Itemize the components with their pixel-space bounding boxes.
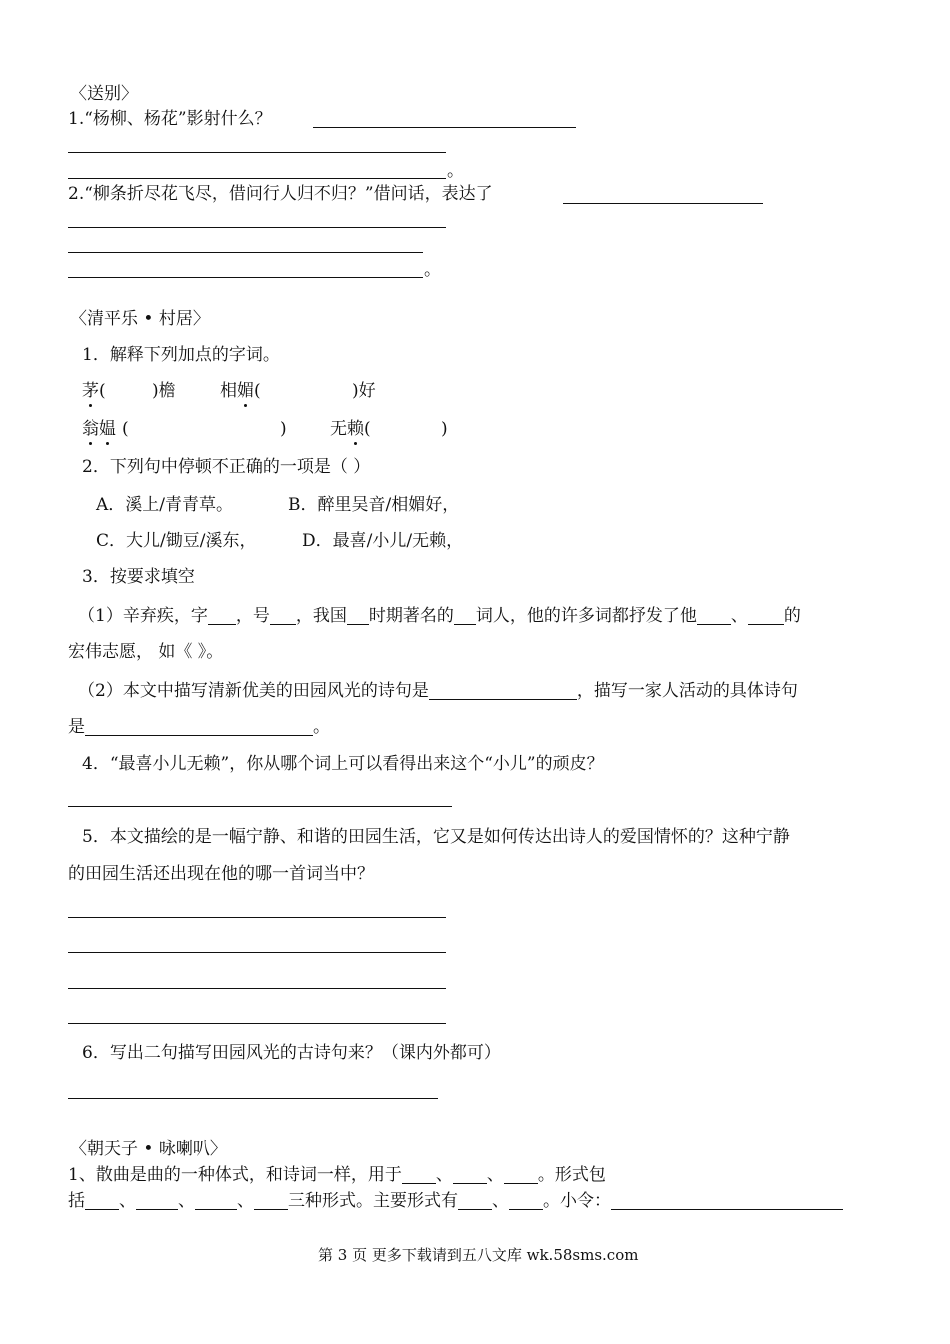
answer-line[interactable] (68, 806, 452, 807)
blank[interactable] (195, 1192, 237, 1210)
blank[interactable] (509, 1192, 543, 1210)
fill-text: （2）本文中描写清新优美的田园风光的诗句是 (78, 681, 429, 701)
option-a[interactable]: A．溪上/青青草。 (96, 495, 234, 515)
option-b[interactable]: B．醉里吴音/相媚好， (288, 495, 460, 515)
section-title-chaotianzi: 〈朝天子 • 咏喇叭〉 (70, 1139, 227, 1159)
answer-line[interactable] (68, 1098, 438, 1099)
fill-text: 。 (313, 717, 330, 737)
fill-2-line (78, 682, 798, 700)
word-xiangmei (220, 383, 261, 400)
word-wulai-end: ) (441, 419, 448, 439)
blank[interactable] (458, 1192, 492, 1210)
fill-text: 的 (783, 606, 801, 626)
answer-line[interactable] (68, 227, 446, 228)
blank[interactable] (697, 607, 731, 625)
answer-line[interactable] (68, 917, 446, 918)
blank[interactable] (748, 607, 784, 625)
fill-text: 、 (730, 606, 748, 626)
fill-text: 1、散曲是曲的一种体式，和诗词一样，用于 (68, 1165, 402, 1185)
option-c[interactable]: C．大儿/锄豆/溪东， (96, 531, 257, 551)
blank[interactable] (85, 1192, 119, 1210)
fill-text: ，我国 (295, 606, 347, 626)
option-d[interactable]: D．最喜/小儿/无赖， (302, 531, 464, 551)
word-wulai (330, 421, 371, 438)
word-wengao-end: ) (280, 419, 287, 439)
answer-line[interactable] (68, 152, 446, 153)
question-5-line-1: 5．本文描绘的是一幅宁静、和谐的田园生活，它又是如何传达出诗人的爱国情怀的？这种宁静 (82, 827, 790, 847)
fill-text: 括 (68, 1191, 85, 1211)
dotted-char: 茅 (82, 381, 99, 401)
blank[interactable] (208, 607, 236, 625)
answer-line[interactable] (313, 127, 576, 128)
question-3-fill: 3．按要求填空 (82, 567, 195, 587)
sanqu-line-2 (68, 1192, 843, 1210)
dotted-char: 媪 (99, 419, 116, 439)
blank[interactable] (504, 1166, 538, 1184)
word-maoyan-end: )檐 (152, 381, 176, 401)
question-6-poem: 6．写出二句描写田园风光的古诗句来？（课内外都可） (82, 1043, 501, 1063)
blank[interactable] (454, 607, 476, 625)
paren-open: ( (254, 381, 261, 401)
fill-text: 、 (435, 1165, 453, 1185)
paren-open: ( (122, 419, 129, 439)
blank[interactable] (270, 607, 296, 625)
fill-text: 、 (492, 1191, 509, 1211)
fill-text: 三种形式。主要形式有 (288, 1191, 458, 1211)
answer-line[interactable] (68, 988, 446, 989)
answer-line[interactable] (68, 252, 423, 253)
end-period: 。 (447, 161, 464, 181)
question-4-wulai: 4．“最喜小儿无赖”，你从哪个词上可以看得出来这个“小儿”的顽皮？ (82, 754, 604, 774)
fill-2-line-2 (68, 718, 330, 736)
fill-text: 、 (178, 1191, 195, 1211)
char: 无 (330, 419, 347, 439)
blank[interactable] (611, 1192, 843, 1210)
paren-open: ( (99, 381, 106, 401)
end-period: 。 (424, 260, 441, 280)
answer-line[interactable] (68, 178, 446, 179)
fill-text: 词人，他的许多词都抒发了他 (475, 606, 697, 626)
answer-line[interactable] (563, 203, 763, 204)
page-footer: 第 3 页 更多下载请到五八文库 wk.58sms.com (318, 1246, 639, 1264)
word-wengao (82, 421, 129, 438)
dotted-char: 翁 (82, 419, 99, 439)
question-2-pause: 2．下列句中停顿不正确的一项是（ ） (82, 457, 371, 477)
word-maoyan (82, 383, 106, 400)
fill-text: 时期著名的 (368, 606, 454, 626)
blank[interactable] (429, 682, 577, 700)
blank[interactable] (453, 1166, 487, 1184)
paren-open: ( (364, 419, 371, 439)
fill-text: 、 (486, 1165, 504, 1185)
fill-text: 、 (237, 1191, 254, 1211)
fill-1-line-2: 宏伟志愿， 如《 》。 (68, 642, 224, 662)
fill-text: 、 (119, 1191, 136, 1211)
section-title-songbie: 〈送别〉 (70, 84, 138, 104)
char: 相 (220, 381, 237, 401)
answer-line[interactable] (68, 277, 423, 278)
question-5-line-2: 的田园生活还出现在他的哪一首词当中？ (68, 864, 374, 884)
fill-text: ，描写一家人活动的具体诗句 (576, 681, 798, 701)
blank[interactable] (254, 1192, 288, 1210)
blank[interactable] (136, 1192, 178, 1210)
question-1-yangliu: 1.“杨柳、杨花”影射什么？ (68, 109, 272, 129)
blank[interactable] (85, 718, 313, 736)
answer-line[interactable] (68, 1023, 446, 1024)
fill-1-line (78, 607, 801, 625)
dotted-char: 媚 (237, 381, 254, 401)
sanqu-line-1 (68, 1166, 606, 1184)
question-2-liutiao: 2.“柳条折尽花飞尽，借问行人归不归？”借问话，表达了 (68, 184, 493, 204)
fill-text: 。形式包 (537, 1165, 606, 1185)
fill-text: ，号 (235, 606, 270, 626)
answer-line[interactable] (68, 952, 446, 953)
question-1-explain: 1．解释下列加点的字词。 (82, 345, 280, 365)
section-title-qingpingle: 〈清平乐 • 村居〉 (70, 309, 210, 329)
blank[interactable] (402, 1166, 436, 1184)
blank[interactable] (347, 607, 369, 625)
fill-text: 。小令： (543, 1191, 611, 1211)
dotted-char: 赖 (347, 419, 364, 439)
fill-text: （1）辛弃疾，字 (78, 606, 208, 626)
word-xiangmei-end: )好 (352, 381, 376, 401)
fill-text: 是 (68, 717, 85, 737)
